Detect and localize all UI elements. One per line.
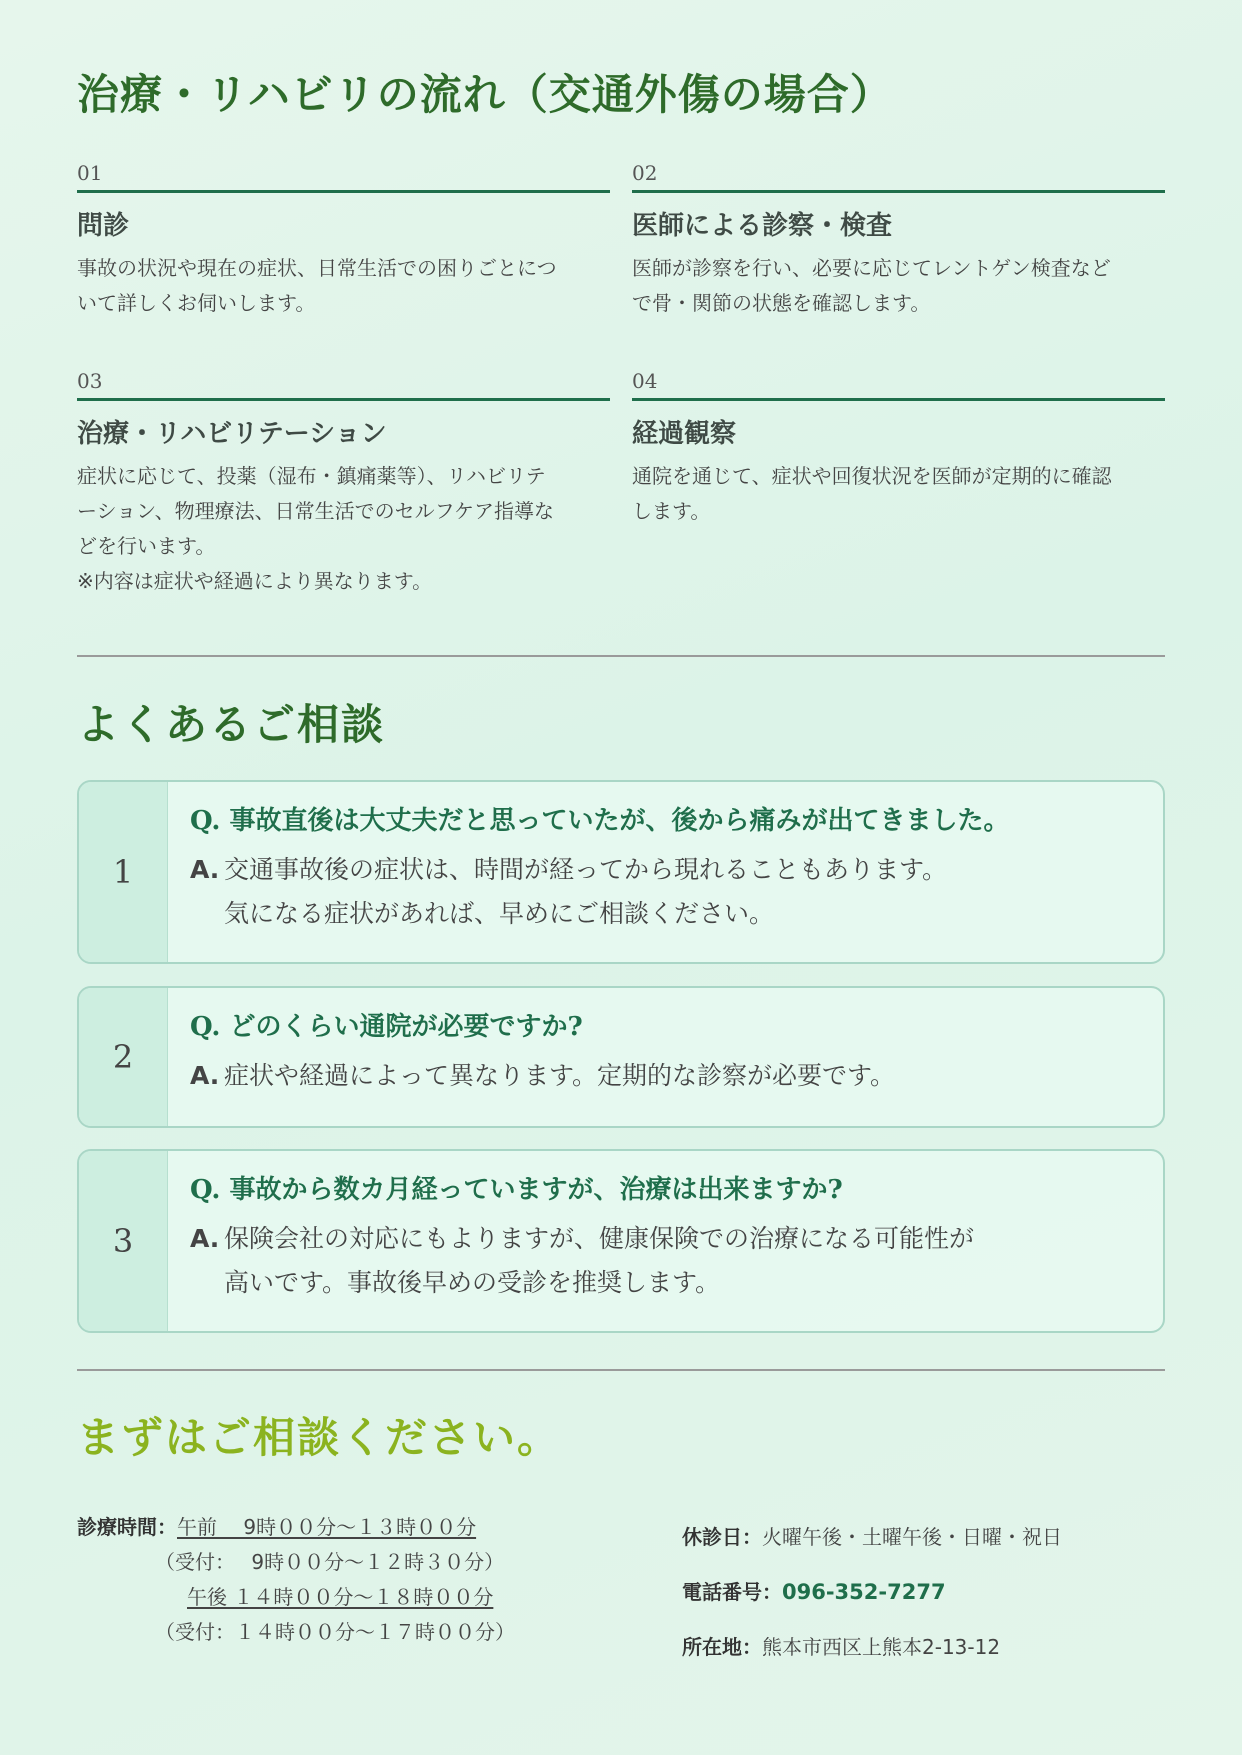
answer-prefix: A. [190, 1061, 220, 1090]
step-number: 01 [77, 161, 103, 185]
faq-question: Q. どのくらい通院が必要ですか? [190, 1012, 583, 1042]
step-item [77, 158, 610, 321]
closed-value: 火曜午後・土曜午後・日曜・祝日 [762, 1525, 1062, 1549]
step-title: 経過観察 [632, 419, 737, 449]
step-item [77, 366, 610, 599]
faq-answer [190, 1217, 974, 1305]
phone-row [682, 1565, 1062, 1620]
faq-body [168, 1151, 974, 1331]
step-item [632, 158, 1165, 321]
step-rule [632, 398, 1165, 401]
closed-label: 休診日： [682, 1525, 762, 1549]
faq-question: Q. 事故から数カ月経っていますが、治療は出来ますか? [190, 1175, 843, 1205]
step-number: 03 [77, 369, 103, 393]
faq-body [168, 782, 1009, 962]
faq-body [168, 988, 895, 1126]
address-value: 熊本市西区上熊本2-13-12 [762, 1635, 1001, 1659]
faq-item [77, 986, 1165, 1128]
step-rule [77, 398, 610, 401]
hours-pm: 午後 １４時００分〜１８時００分 [187, 1585, 494, 1609]
section-divider [77, 655, 1165, 657]
clinic-details [682, 1510, 1062, 1675]
flow-title: 治療・リハビリの流れ（交通外傷の場合） [77, 70, 893, 119]
hours-pm-reception: （受付：１４時００分〜１７時００分） [155, 1620, 515, 1644]
clinic-hours [77, 1510, 515, 1650]
step-number: 04 [632, 369, 658, 393]
faq-title: よくあるご相談 [77, 700, 386, 749]
faq-item [77, 780, 1165, 964]
hours-am-reception: （受付： 9時００分〜１２時３０分） [155, 1550, 505, 1574]
section-divider [77, 1369, 1165, 1371]
step-rule [632, 190, 1165, 193]
address-label: 所在地： [682, 1635, 762, 1659]
faq-answer [190, 1054, 895, 1098]
faq-number: 3 [79, 1151, 168, 1331]
answer-text: 保険会社の対応にもよりますが、健康保険での治療になる可能性が 高いです。事故後早めの受診を推奨します。 [224, 1224, 975, 1297]
step-item [632, 366, 1165, 529]
step-rule [77, 190, 610, 193]
answer-text: 症状や経過によって異なります。定期的な診察が必要です。 [224, 1061, 896, 1090]
address-row [682, 1620, 1062, 1675]
step-number: 02 [632, 161, 658, 185]
step-description: 通院を通じて、症状や回復状況を医師が定期的に確認 します。 [632, 464, 1112, 523]
step-title: 医師による診察・検査 [632, 211, 893, 241]
faq-answer [190, 848, 1009, 936]
cta-title: まずはご相談ください。 [77, 1413, 562, 1462]
step-description: 事故の状況や現在の症状、日常生活での困りごとにつ いて詳しくお伺いします。 [77, 256, 557, 315]
faq-question: Q. 事故直後は大丈夫だと思っていたが、後から痛みが出てきました。 [190, 806, 1010, 836]
closed-days [682, 1510, 1062, 1565]
answer-prefix: A. [190, 855, 220, 884]
answer-text: 交通事故後の症状は、時間が経ってから現れることもあります。 気になる症状があれば、早めにご相談ください。 [224, 855, 948, 928]
step-description: 医師が診察を行い、必要に応じてレントゲン検査など で骨・関節の状態を確認します。 [632, 256, 1111, 315]
hours-am: 午前 9時００分〜１３時００分 [177, 1515, 477, 1539]
faq-number: 1 [79, 782, 168, 962]
faq-number: 2 [79, 988, 168, 1126]
answer-prefix: A. [190, 1224, 220, 1253]
phone-label: 電話番号： [682, 1580, 782, 1604]
step-title: 治療・リハビリテーション [77, 419, 387, 449]
phone-number[interactable]: 096-352-7277 [782, 1580, 946, 1604]
hours-label: 診療時間： [77, 1515, 177, 1539]
step-title: 問診 [77, 211, 130, 241]
faq-item [77, 1149, 1165, 1333]
step-description: 症状に応じて、投薬（湿布・鎮痛薬等）、リハビリテ ーション、物理療法、日常生活でのセルフケア指導な どを行います。 ※内容は症状や経過により異なります。 [77, 464, 554, 593]
